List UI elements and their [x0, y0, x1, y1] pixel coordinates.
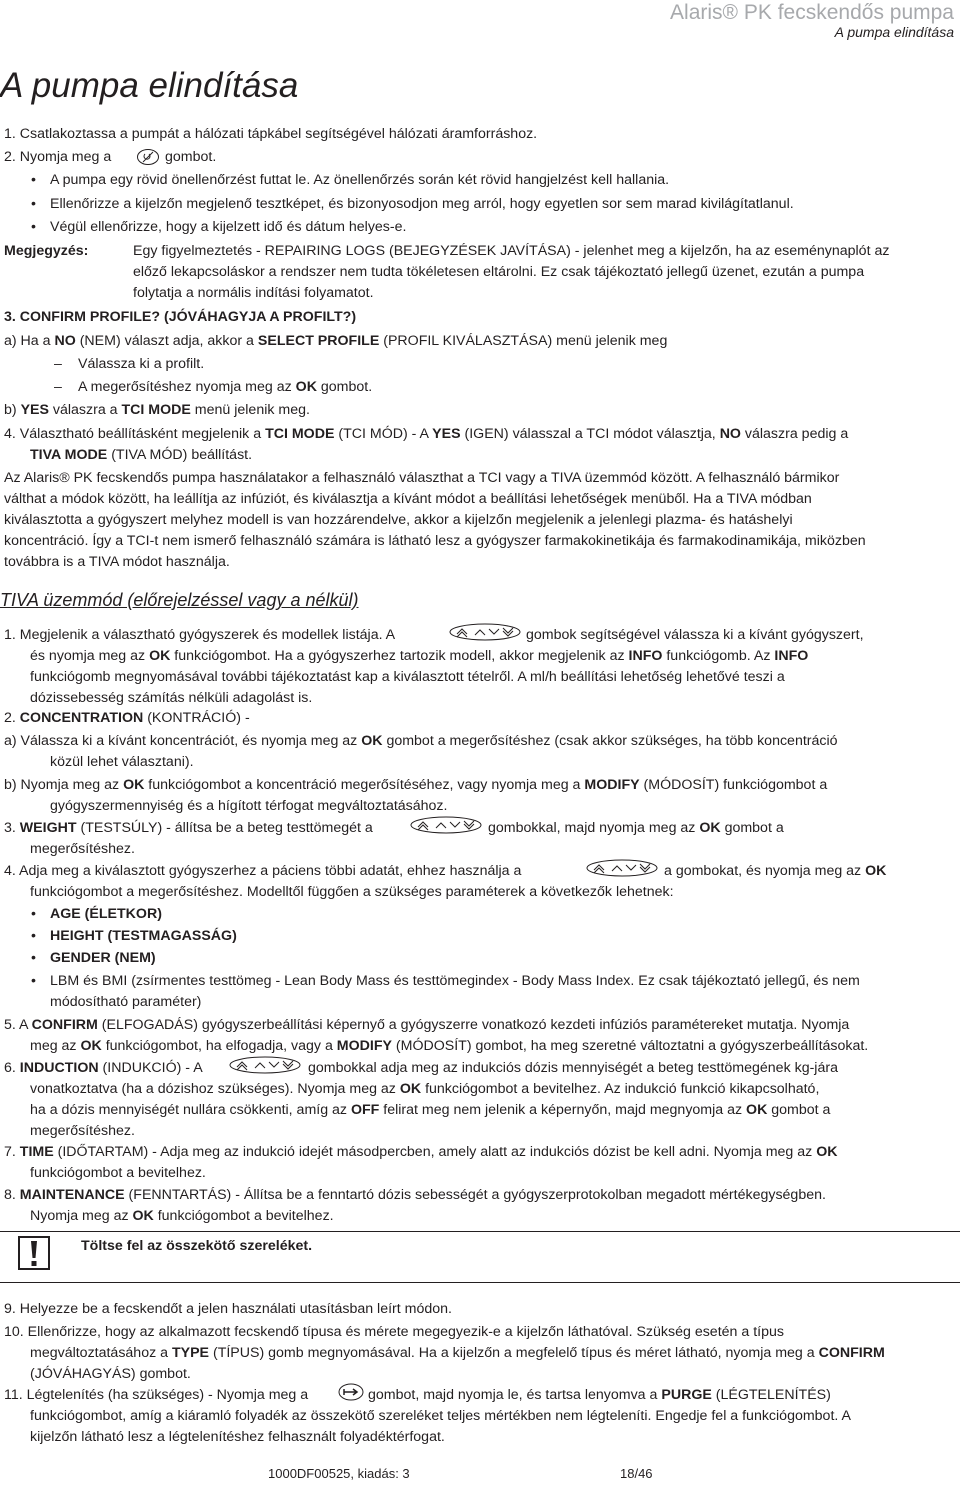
exclamation-warning-icon — [18, 1236, 50, 1270]
step-11-b: gombot, majd nyomja le, és tartsa lenyomva a PURGE (LÉGTELENÍTÉS) — [368, 1387, 831, 1403]
warning-top-rule — [0, 1231, 960, 1232]
warning-text: Töltse fel az összekötő szereléket. — [81, 1238, 313, 1254]
arrow-buttons-icon — [586, 859, 658, 877]
header-doc-title: Alaris® PK fecskendős pumpa — [670, 1, 954, 24]
tiva-step-2a: a) Válassza ki a kívánt koncentrációt, és nyomja meg az OK gombot a megerősítéshez (csak akkor szükséges, ha több koncentráció — [4, 733, 838, 749]
step-9: 9. Helyezze be a fecskendőt a jelen használati utasításban leírt módon. — [4, 1301, 452, 1317]
bullet: • — [31, 196, 36, 212]
tiva-step-7-b: funkciógombot a bevitelhez. — [30, 1165, 206, 1181]
warning-bottom-rule — [0, 1282, 960, 1283]
tiva-step-4-c: funkciógombot a megerősítéshez. Modelltől függően a szükséges paraméterek a következők lehetnek: — [30, 884, 674, 900]
page-title: A pumpa elindítása — [0, 66, 299, 105]
power-standby-icon — [136, 148, 160, 166]
step-11-a: 11. Légtelenítés (ha szükséges) - Nyomja meg a — [4, 1387, 309, 1403]
step-3: 3. CONFIRM PROFILE? (JÓVÁHAGYJA A PROFILT?) — [4, 309, 357, 325]
tiva-step-1-b: gombok segítségével válassza ki a kívánt gyógyszert, — [526, 627, 864, 643]
bullet: • — [31, 906, 36, 922]
note-label: Megjegyzés: — [4, 243, 89, 259]
step-10-a: 10. Ellenőrizze, hogy az alkalmazott fecskendő típusa és mérete megegyezik-e a kijelzőn láthatóval. Szükség esetén a típus — [4, 1324, 784, 1340]
paragraph-line: továbbra is a TIVA módot használja. — [4, 554, 230, 570]
tiva-step-7-a: 7. TIME (IDŐTARTAM) - Adja meg az indukció idejét másodpercben, amely alatt az indukciós dózist be kell adni. Nyomja meg az OK — [4, 1144, 838, 1160]
tiva-step-2b-cont: gyógyszermennyiség és a hígított térfogat megváltoztatásához. — [50, 798, 448, 814]
tiva-step-6-c: vonatkoztatva (ha a dózishoz szükséges). Nyomja meg az OK funkciógombot a bevitelhez. Az indukció funkció kikapcsolható, — [30, 1081, 820, 1097]
bullet: • — [31, 928, 36, 944]
list-item: AGE (ÉLETKOR) — [50, 906, 162, 922]
arrow-buttons-icon — [449, 623, 521, 641]
note-line: folytatja a normális indítási folyamatot. — [133, 285, 374, 301]
tiva-step-6-d: ha a dózis mennyiségét nullára csökkenti, amíg az OFF felirat meg nem jelenik a képernyőn, majd megnyomja az OK gombot a — [30, 1102, 831, 1118]
tiva-step-8-b: Nyomja meg az OK funkciógombot a bevitelhez. — [30, 1208, 334, 1224]
tiva-step-2: 2. CONCENTRATION (KONTRÁCIÓ) - — [4, 710, 250, 726]
bullet: • — [31, 172, 36, 188]
header-section: A pumpa elindítása — [834, 24, 954, 40]
tiva-step-2a-cont: közül lehet választani). — [50, 754, 194, 770]
paragraph-line: kiválasztotta a gyógyszert melyhez modell is van hozzárendelve, akkor a kijelzőn megjelenik a jelenlegi plazma- és hatáshelyi — [4, 512, 793, 528]
step-11-c: funkciógombot, amíg a kiáramló folyadék az összekötő szereléket teljes mértékben nem légteleníti. Engedje fel a funkciógombot. A — [30, 1408, 851, 1424]
list-item: Ellenőrizze a kijelzőn megjelenő tesztképet, és bizonyosodjon meg arról, hogy egyetlen sor sem marad kivilágítatlanul. — [50, 196, 794, 212]
tiva-step-1-c: és nyomja meg az OK funkciógombot. Ha a gyógyszerhez tartozik modell, akkor megjelenik az INFO funkciógomb. Az INFO — [30, 648, 809, 664]
step-10-b: megváltoztatásához a TYPE (TÍPUS) gomb megnyomásával. Ha a kijelzőn a megfelelő típus és méret látható, nyomja meg a CONFIRM — [30, 1345, 885, 1361]
note-line: Egy figyelmeztetés - REPAIRING LOGS (BEJEGYZÉSEK JAVÍTÁSA) - jelenhet meg a kijelzőn, ha az eseménynaplót az — [133, 243, 890, 259]
list-item: HEIGHT (TESTMAGASSÁG) — [50, 928, 237, 944]
step-3a: a) Ha a NO (NEM) választ adja, akkor a SELECT PROFILE (PROFIL KIVÁLASZTÁSA) menü jelenik meg — [4, 333, 668, 349]
purge-button-icon — [338, 1383, 364, 1401]
step-10-c: (JÓVÁHAGYÁS) gombot. — [30, 1366, 191, 1382]
list-item: Válassza ki a profilt. — [78, 356, 205, 372]
bullet: • — [31, 973, 36, 989]
list-item: A pumpa egy rövid önellenőrzést futtat le. Az önellenőrzés során két rövid hangjelzést kell hallania. — [50, 172, 670, 188]
dash: – — [54, 379, 62, 395]
note-line: előző lekapcsoláskor a rendszer nem tudta tökéletesen eltárolni. Ez csak tájékoztató jellegű üzenet, ezután a pumpa — [133, 264, 865, 280]
paragraph-line: Az Alaris® PK fecskendős pumpa használatakor a felhasználó választhat a TCI vagy a TIVA üzemmód között. A felhasználó bármikor — [4, 470, 840, 486]
bullet: • — [31, 219, 36, 235]
tiva-step-1-d: funkciógomb megnyomásával további tájékoztatást kap a kiválasztott tételről. A ml/h beállítási lehetőség lehetővé teszi a — [30, 669, 785, 685]
list-item: GENDER (NEM) — [50, 950, 156, 966]
tiva-step-1-e: dózissebesség számítás nélküli adagolást is. — [30, 690, 313, 706]
list-item: LBM és BMI (zsírmentes testtömeg - Lean Body Mass és testtömegindex - Body Mass Index. Ez csak tájékoztató jellegű, és nem — [50, 973, 860, 989]
tiva-step-4-a: 4. Adja meg a kiválasztott gyógyszerhez a páciens többi adatát, ehhez használja a — [4, 863, 522, 879]
step-3b: b) YES válaszra a TCI MODE menü jelenik meg. — [4, 402, 310, 418]
paragraph-line: válthat a módok között, ha leállítja az infúziót, és kiválasztja a kívánt módot a beállítási lehetőségek menüből. Ha a TIVA módban — [4, 491, 812, 507]
tiva-step-3-b: gombokkal, majd nyomja meg az OK gombot a — [488, 820, 784, 836]
tiva-step-1-a: 1. Megjelenik a választható gyógyszerek és modellek listája. A — [4, 627, 396, 643]
step-11-d: kijelzőn látható lesz a légtelenítéshez felhasznált folyadéktérfogat. — [30, 1429, 445, 1445]
arrow-buttons-icon — [410, 816, 482, 834]
tiva-step-8-a: 8. MAINTENANCE (FENNTARTÁS) - Állítsa be a fenntartó dózis sebességét a gyógyszerprotokolban megadott mértékegységben. — [4, 1187, 826, 1203]
step-1: 1. Csatlakoztassa a pumpát a hálózati tápkábel segítségével hálózati áramforráshoz. — [4, 126, 538, 142]
footer-doc-id: 1000DF00525, kiadás: 3 — [268, 1466, 410, 1481]
footer-page-number: 18/46 — [620, 1466, 653, 1481]
tiva-step-3-c: megerősítéshez. — [30, 841, 135, 857]
bullet: • — [31, 950, 36, 966]
step-4-cont: TIVA MODE (TIVA MÓD) beállítást. — [30, 447, 253, 463]
step-2-text-a: 2. Nyomja meg a — [4, 149, 112, 165]
section-heading: TIVA üzemmód (előrejelzéssel vagy a nélkül) — [0, 590, 359, 610]
tiva-step-2b: b) Nyomja meg az OK funkciógombot a koncentráció megerősítéséhez, vagy nyomja meg a MODIFY (MÓDOSÍT) funkciógombot a — [4, 777, 828, 793]
arrow-buttons-icon — [229, 1056, 301, 1074]
tiva-step-3-a: 3. WEIGHT (TESTSÚLY) - állítsa be a beteg testtömegét a — [4, 820, 373, 836]
tiva-step-6-e: megerősítéshez. — [30, 1123, 135, 1139]
list-item-cont: módosítható paraméter) — [50, 994, 202, 1010]
tiva-step-4-b: a gombokat, és nyomja meg az OK — [664, 863, 887, 879]
step-2-text-b: gombot. — [165, 149, 217, 165]
tiva-step-6-b: gombokkal adja meg az indukciós dózis mennyiségét a beteg testtömegének kg-jára — [308, 1060, 838, 1076]
dash: – — [54, 356, 62, 372]
tiva-step-5-a: 5. A CONFIRM (ELFOGADÁS) gyógyszerbeállítási képernyő a gyógyszerre vonatkozó kezdeti infúziós paramétereket mutatja. Nyomja — [4, 1017, 850, 1033]
tiva-step-5-b: meg az OK funkciógombot, ha elfogadja, vagy a MODIFY (MÓDOSÍT) gombot, ha meg szeretné változtatni a gyógyszerbeállításokat. — [30, 1038, 869, 1054]
list-item: A megerősítéshez nyomja meg az OK gombot. — [78, 379, 373, 395]
step-4: 4. Választható beállításként megjelenik a TCI MODE (TCI MÓD) - A YES (IGEN) válasszal a TCI módot választja, NO válaszra pedig a — [4, 426, 849, 442]
list-item: Végül ellenőrizze, hogy a kijelzett idő és dátum helyes-e. — [50, 219, 407, 235]
paragraph-line: koncentráció. Így a TCI-t nem ismerő felhasználó számára is látható lesz a gyógyszer farmakokinetikája és farmakodinamikája, miközben — [4, 533, 866, 549]
tiva-step-6-a: 6. INDUCTION (INDUKCIÓ) - A — [4, 1060, 203, 1076]
